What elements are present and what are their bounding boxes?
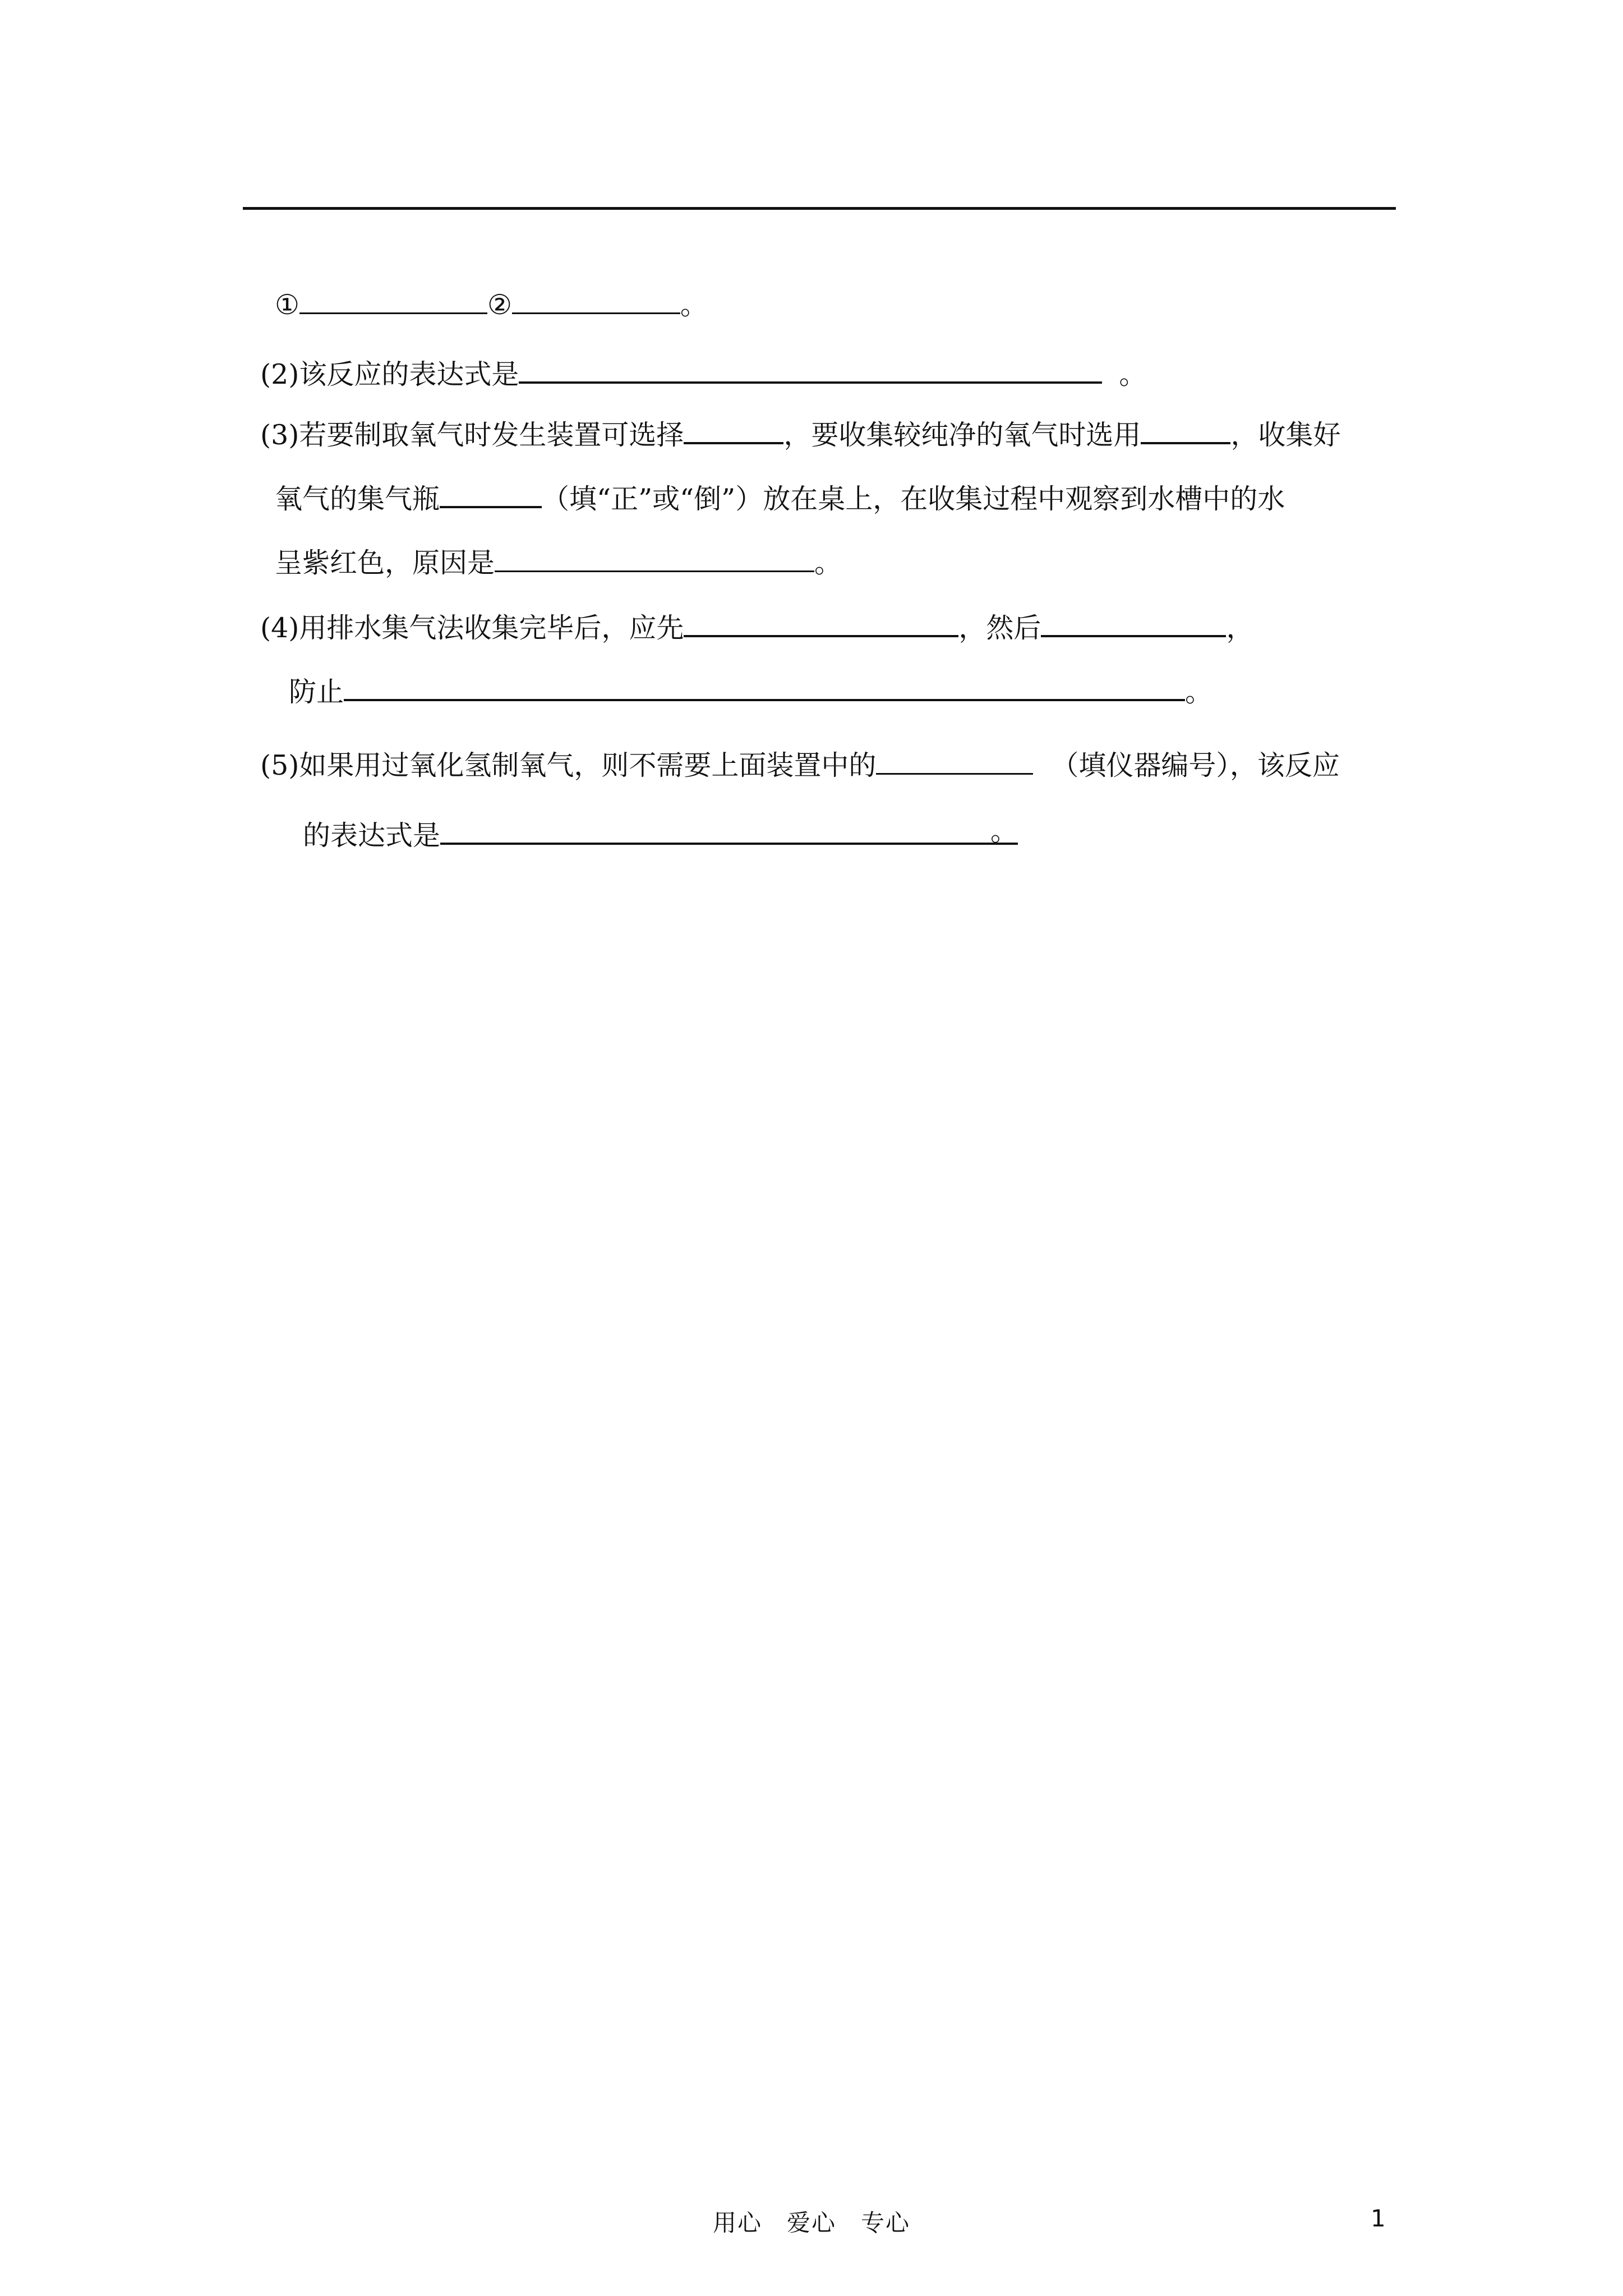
question-3-text-b: ，要收集较纯净的氧气时选用 [783, 419, 1141, 451]
question-3-text-f: 呈紫红色，原因是 [275, 547, 495, 579]
question-3-line-2 [275, 478, 1285, 516]
question-3-text-c: ，收集好 [1230, 419, 1341, 451]
question-5-line-1 [260, 745, 1340, 783]
question-3-text-e: （填“正”或“倒”）放在桌上，在收集过程中观察到水槽中的水 [542, 483, 1285, 515]
question-4-line-2 [289, 671, 1212, 709]
question-3-line-1 [260, 414, 1340, 452]
question-5-text-c: 的表达式是 [303, 820, 441, 852]
question-4-text-b: ，然后 [958, 612, 1041, 644]
answer-blank-1[interactable] [299, 284, 487, 314]
question-3-text-d: 氧气的集气瓶 [275, 483, 440, 515]
question-2-line [260, 353, 1146, 392]
question-4-text-a: (4)用排水集气法收集完毕后，应先 [260, 612, 684, 644]
circle-mark-2: ② [487, 289, 512, 321]
question-3-line-3 [275, 542, 842, 580]
question-1-line [275, 284, 708, 322]
question-5-text-a: (5)如果用过氧化氢制氧气，则不需要上面装置中的 [260, 749, 877, 781]
question-4-text-d: 防止 [289, 676, 344, 708]
line-end-punct: 。 [814, 547, 842, 579]
question-2-text: (2)该反应的表达式是 [260, 358, 519, 390]
answer-blank-collector[interactable] [1141, 414, 1230, 444]
answer-blank-prevent[interactable] [344, 671, 1185, 701]
answer-blank-expression[interactable] [519, 353, 1102, 384]
answer-blank-second-step[interactable] [1041, 607, 1226, 637]
page-number: 1 [1371, 2205, 1386, 2232]
answer-blank-generator[interactable] [684, 414, 783, 444]
header-rule [243, 207, 1396, 210]
answer-blank-orientation[interactable] [440, 478, 542, 508]
line-end-punct: 。 [1185, 676, 1213, 708]
answer-blank-instrument[interactable] [876, 745, 1033, 775]
circle-mark-1: ① [275, 289, 299, 321]
line-end-punct: 。 [680, 289, 708, 321]
line-end-punct: 。 [990, 815, 1018, 847]
line-end-punct: 。 [1119, 358, 1147, 390]
answer-blank-2[interactable] [512, 284, 680, 314]
answer-blank-h2o2-expression[interactable] [440, 815, 1018, 845]
question-5-text-b: （填仪器编号），该反应 [1051, 749, 1340, 781]
question-4-text-c: ， [1226, 612, 1254, 644]
answer-blank-first-step[interactable] [684, 607, 958, 637]
footer-motto: 用心 爱心 专心 [712, 2209, 910, 2237]
question-3-text-a: (3)若要制取氧气时发生装置可选择 [260, 419, 684, 451]
question-5-line-2 [303, 815, 1018, 853]
answer-blank-reason[interactable] [495, 542, 814, 572]
question-4-line-1 [260, 607, 1253, 645]
